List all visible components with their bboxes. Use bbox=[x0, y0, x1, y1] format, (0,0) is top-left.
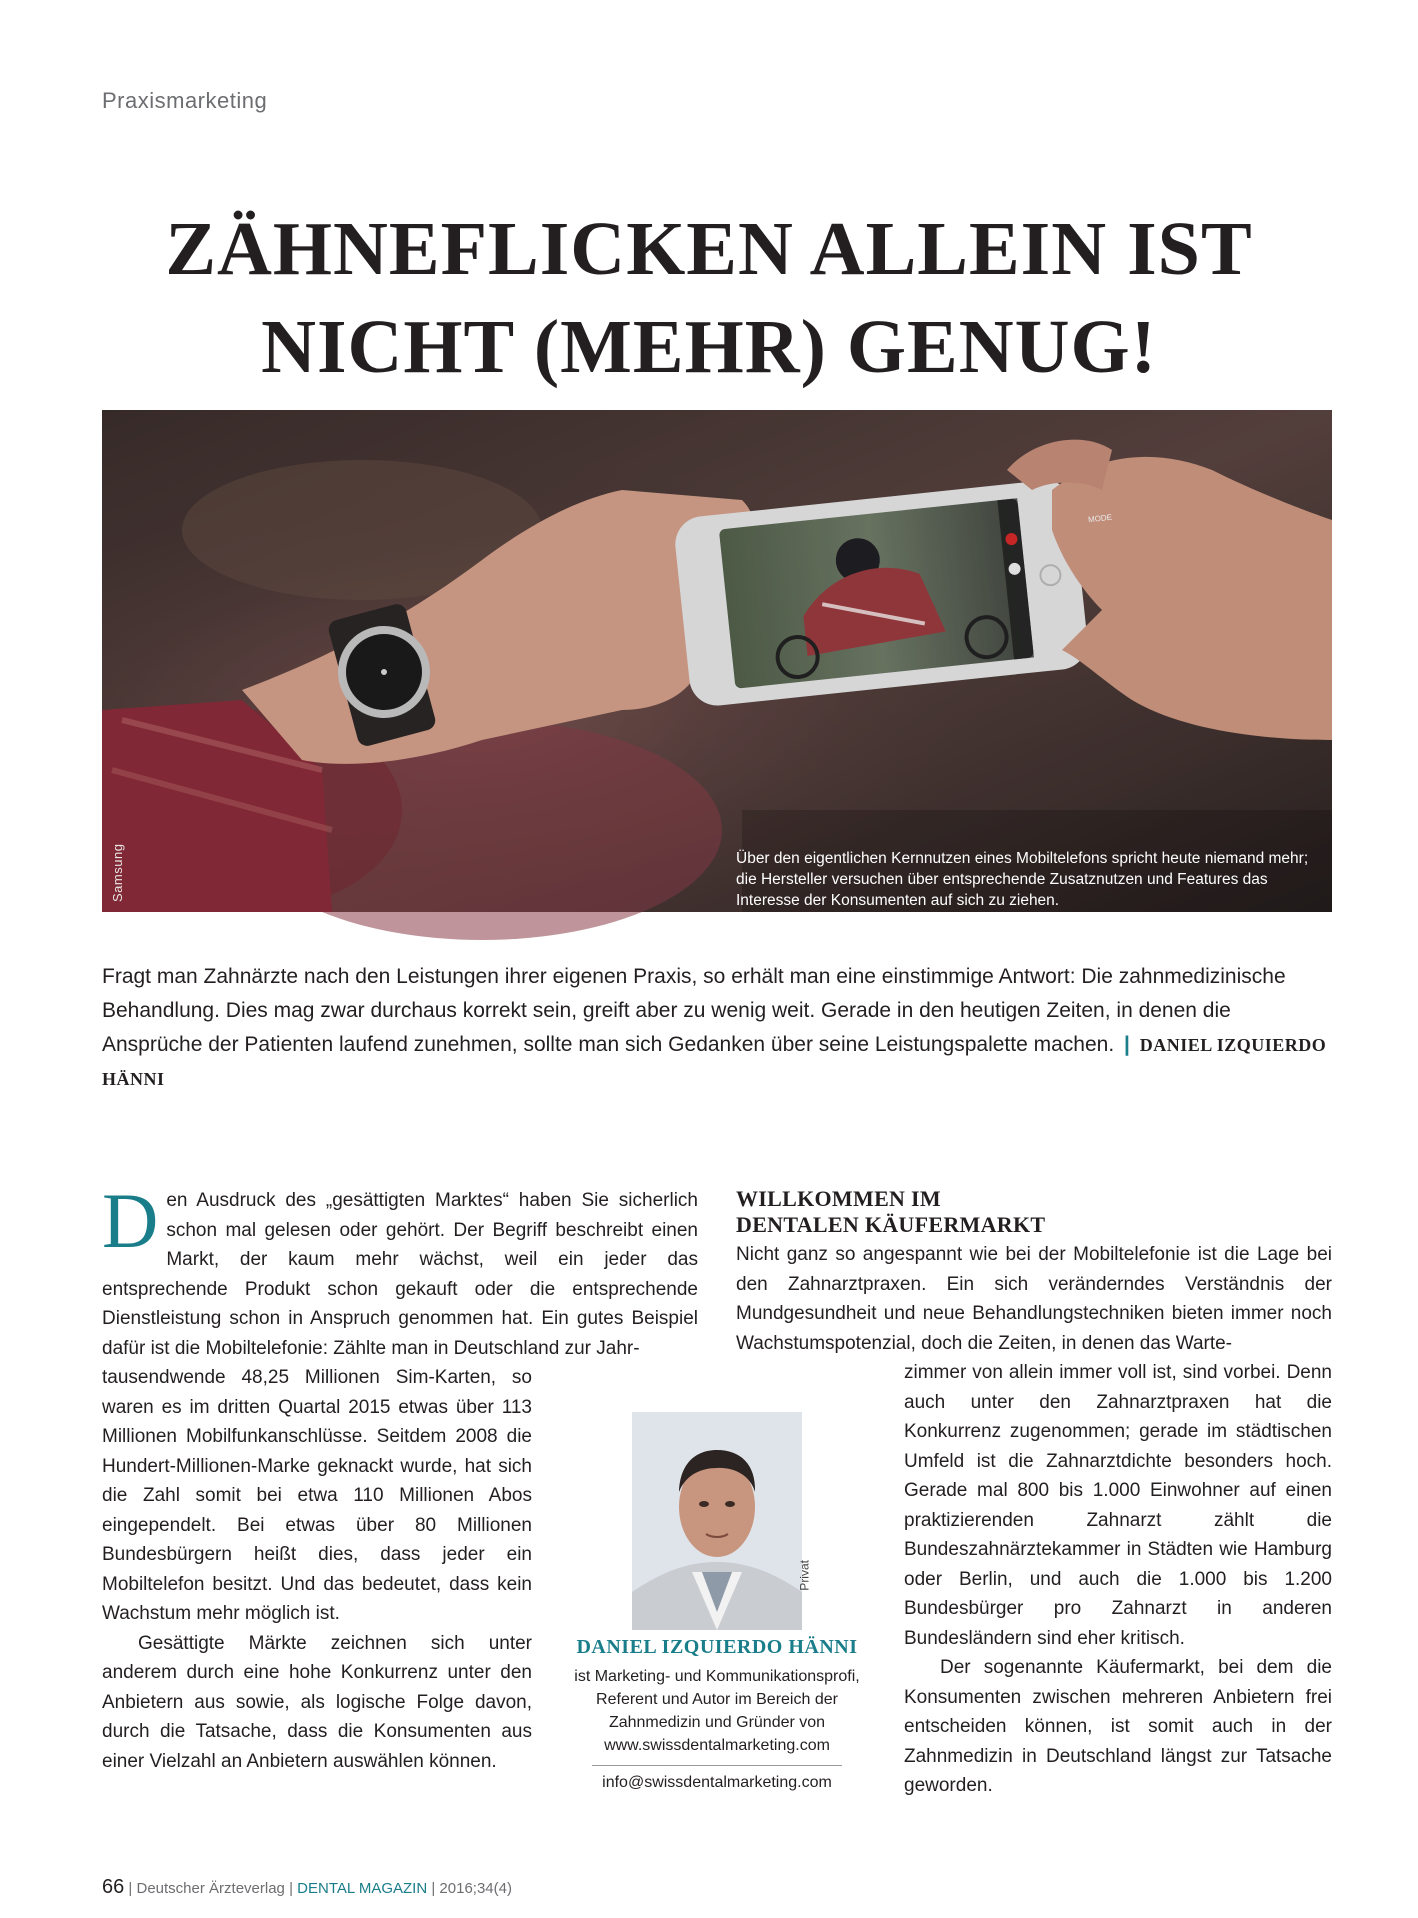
subheading-line-2: DENTALEN KÄUFERMARKT bbox=[736, 1212, 1046, 1237]
author-bio bbox=[552, 1665, 882, 1757]
lead-separator: | bbox=[1124, 1033, 1130, 1056]
subheading bbox=[736, 1186, 1332, 1238]
left-paragraph-1-wide: en Ausdruck des „gesättigten Marktes“ haben Sie sicherlich schon mal gelesen oder gehört. Der Begriff beschreibt einen Markt, der kaum mehr wächst, weil ein jeder das entsprechende Produkt schon gekauft oder die entsprechende Dienstleistung schon in Anspruch genommen hat. Ein gutes Beispiel dafür ist die Mobiltelefonie: Zählte man in Deutschland zur Jahr- bbox=[102, 1190, 698, 1359]
left-paragraph-1-narrow: tausendwende 48,25 Millionen Sim-Karten, so waren es im dritten Quartal 2015 etwas über 113 Millionen Mobilfunkanschlüsse. Seitdem 2008 die Hundert-Millionen-Marke geknackt wurde, hat sich die Zahl somit bei etwa 110 Millionen Abos eingependelt. Bei etwas über 80 Millionen Bundesbürgern heißt dies, dass jeder ein Mobiltelefon besitzt. Und das bedeutet, dass kein Wachstum mehr möglich ist. bbox=[102, 1367, 532, 1624]
hero-photo-credit: Samsung bbox=[110, 843, 125, 902]
hero-photo bbox=[102, 410, 1332, 912]
author-bio-line-3: Zahnmedizin und Gründer von bbox=[608, 1714, 826, 1731]
page-number: 66 bbox=[102, 1876, 125, 1898]
headline-line-2: NICHT (MEHR) GENUG! bbox=[261, 305, 1157, 389]
right-paragraph-1-narrow: zimmer von allein immer voll ist, sind vorbei. Denn auch unter den Zahnarztpraxen hat die Konkurrenz zugenommen; gerade im städtischen Umfeld ist die Zahnarztdichte besonders hoch. Gerade mal 800 bis 1.000 Einwohner auf einen praktizierenden Zahnarzt zählt die Bundeszahnärztekammer in Städten wie Hamburg oder Berlin, und auch die 1.000 bis 1.200 Bundesbürger pro Zahnarzt in anderen Bundesländern sind eher kritisch. bbox=[904, 1362, 1332, 1649]
headline-line-1: ZÄHNEFLICKEN ALLEIN IST bbox=[165, 207, 1253, 291]
page-footer bbox=[102, 1876, 512, 1899]
lead-byline: DANIEL IZQUIERDO HÄNNI bbox=[102, 1035, 1327, 1089]
lead-paragraph bbox=[102, 960, 1332, 1096]
headline bbox=[0, 200, 1418, 396]
right-paragraph-1-wide: Nicht ganz so angespannt wie bei der Mobiltelefonie ist die Lage bei den Zahnarztpraxen. Ein sich veränderndes Verständnis der Mundgesundheit und neue Behandlungstechniken bieten immer noch Wachstumspotenzial, doch die Zeiten, in denen das Warte- bbox=[736, 1244, 1332, 1354]
hero-caption: Über den eigentlichen Kernnutzen eines Mobiltelefons spricht heute niemand mehr; die Hersteller versuchen über entsprechende Zusatznutzen und Features das Interesse der Konsumenten auf sich zu ziehen. bbox=[736, 849, 1309, 909]
author-portrait bbox=[632, 1412, 802, 1630]
author-bio-line-2: Referent und Autor im Bereich der bbox=[596, 1691, 838, 1708]
left-paragraph-2: Gesättigte Märkte zeichnen sich unter anderem durch eine hohe Konkurrenz unter den Anbietern aus sowie, als logische Folge davon, durch die Tatsache, dass die Konsumenten aus einer Vielzahl an Anbietern auswählen können. bbox=[102, 1632, 532, 1772]
author-box bbox=[552, 1636, 882, 1792]
author-divider bbox=[592, 1765, 842, 1766]
right-paragraph-2: Der sogenannte Käufermarkt, bei dem die Konsumenten zwischen mehreren Anbietern frei entscheiden können, ist somit auch in der Zahnmedizin in Deutschland längst zur Tatsache geworden. bbox=[904, 1657, 1332, 1796]
author-name: DANIEL IZQUIERDO HÄNNI bbox=[576, 1636, 858, 1658]
author-website-link[interactable]: www.swissdentalmarketing.com bbox=[604, 1737, 830, 1754]
subheading-line-1: WILLKOMMEN IM bbox=[736, 1186, 941, 1211]
footer-issue: 2016;34(4) bbox=[439, 1880, 512, 1897]
lead-text: Fragt man Zahnärzte nach den Leistungen ihrer eigenen Praxis, so erhält man eine einstimmige Antwort: Die zahnmedizinische Behandlung. Dies mag zwar durchaus korrekt sein, greift aber zu wenig weit. Gerade in den heutigen Zeiten, in denen die Ansprüche der Patienten laufend zunehmen, sollte man sich Gedanken über seine Leistungspalette machen. bbox=[102, 965, 1286, 1056]
author-photo-credit: Privat bbox=[798, 1560, 812, 1591]
footer-separator-2: | bbox=[289, 1880, 293, 1897]
left-paragraph-1 bbox=[102, 1177, 698, 1363]
footer-magazine: DENTAL MAGAZIN bbox=[297, 1880, 428, 1897]
section-label: Praxismarketing bbox=[102, 88, 268, 113]
author-photo bbox=[632, 1412, 812, 1630]
footer-separator-3: | bbox=[431, 1880, 436, 1897]
dropcap: D bbox=[102, 1177, 159, 1264]
footer-publisher: Deutscher Ärzteverlag bbox=[136, 1880, 285, 1897]
phone-mode-label: MODE bbox=[1087, 512, 1113, 525]
author-bio-line-1: ist Marketing- und Kommunikationsprofi, bbox=[574, 1668, 860, 1685]
footer-separator-1: | bbox=[128, 1880, 133, 1897]
hero-illustration bbox=[102, 410, 1332, 912]
author-email-link[interactable]: info@swissdentalmarketing.com bbox=[602, 1774, 832, 1791]
